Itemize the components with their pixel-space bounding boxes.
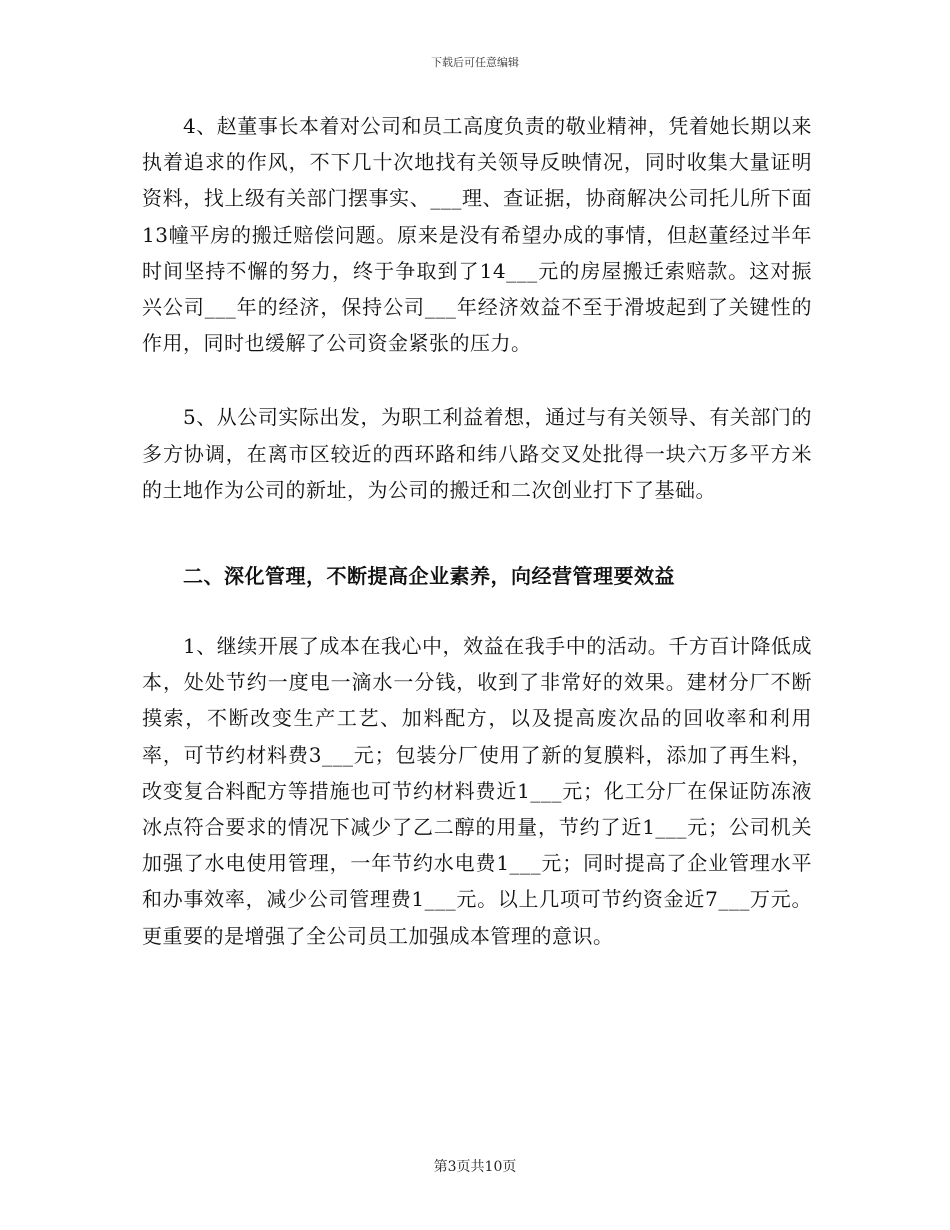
section-heading: 二、深化管理，不断提高企业素养，向经营管理要效益 [183,564,675,589]
document-body [142,108,812,954]
paragraph-4: 4、赵董事长本着对公司和员工高度负责的敬业精神，凭着她长期以来执着追求的作风，不下几十次地找有关领导反映情况，同时收集大量证明资料，找上级有关部门摆事实、___理、查证据，协商解决公司托儿所下面13幢平房的搬迁赔偿问题。原来是没有希望办成的事情，但赵董经过半年时间坚持不懈的努力，终于争取到了14___元的房屋搬迁索赔款。这对振兴公司___年的经济，保持公司___年经济效益不至于滑坡起到了关键性的作用，同时也缓解了公司资金紧张的压力。 [142,114,812,356]
page-header: 下载后可任意编辑 [431,56,519,69]
paragraph-5: 5、从公司实际出发，为职工利益着想，通过与有关领导、有关部门的多方协调，在离市区较近的西环路和纬八路交叉处批得一块六万多平方米的土地作为公司的新址，为公司的搬迁和二次创业打下了基础。 [142,405,812,502]
page-footer: 第3页共10页 [433,1159,517,1175]
paragraph-1: 1、继续开展了成本在我心中，效益在我手中的活动。千方百计降低成本，处处节约一度电一滴水一分钱，收到了非常好的效果。建材分厂不断摸索，不断改变生产工艺、加料配方，以及提高废次品的回收率和利用率，可节约材料费3___元；包装分厂使用了新的复膜料，添加了再生料，改变复合料配方等措施也可节约材料费近1___元；化工分厂在保证防冻液冰点符合要求的情况下减少了乙二醇的用量，节约了近1___元；公司机关加强了水电使用管理，一年节约水电费1___元；同时提高了企业管理水平和办事效率，减少公司管理费1___元。以上几项可节约资金近7___万元。更重要的是增强了全公司员工加强成本管理的意识。 [142,634,812,948]
